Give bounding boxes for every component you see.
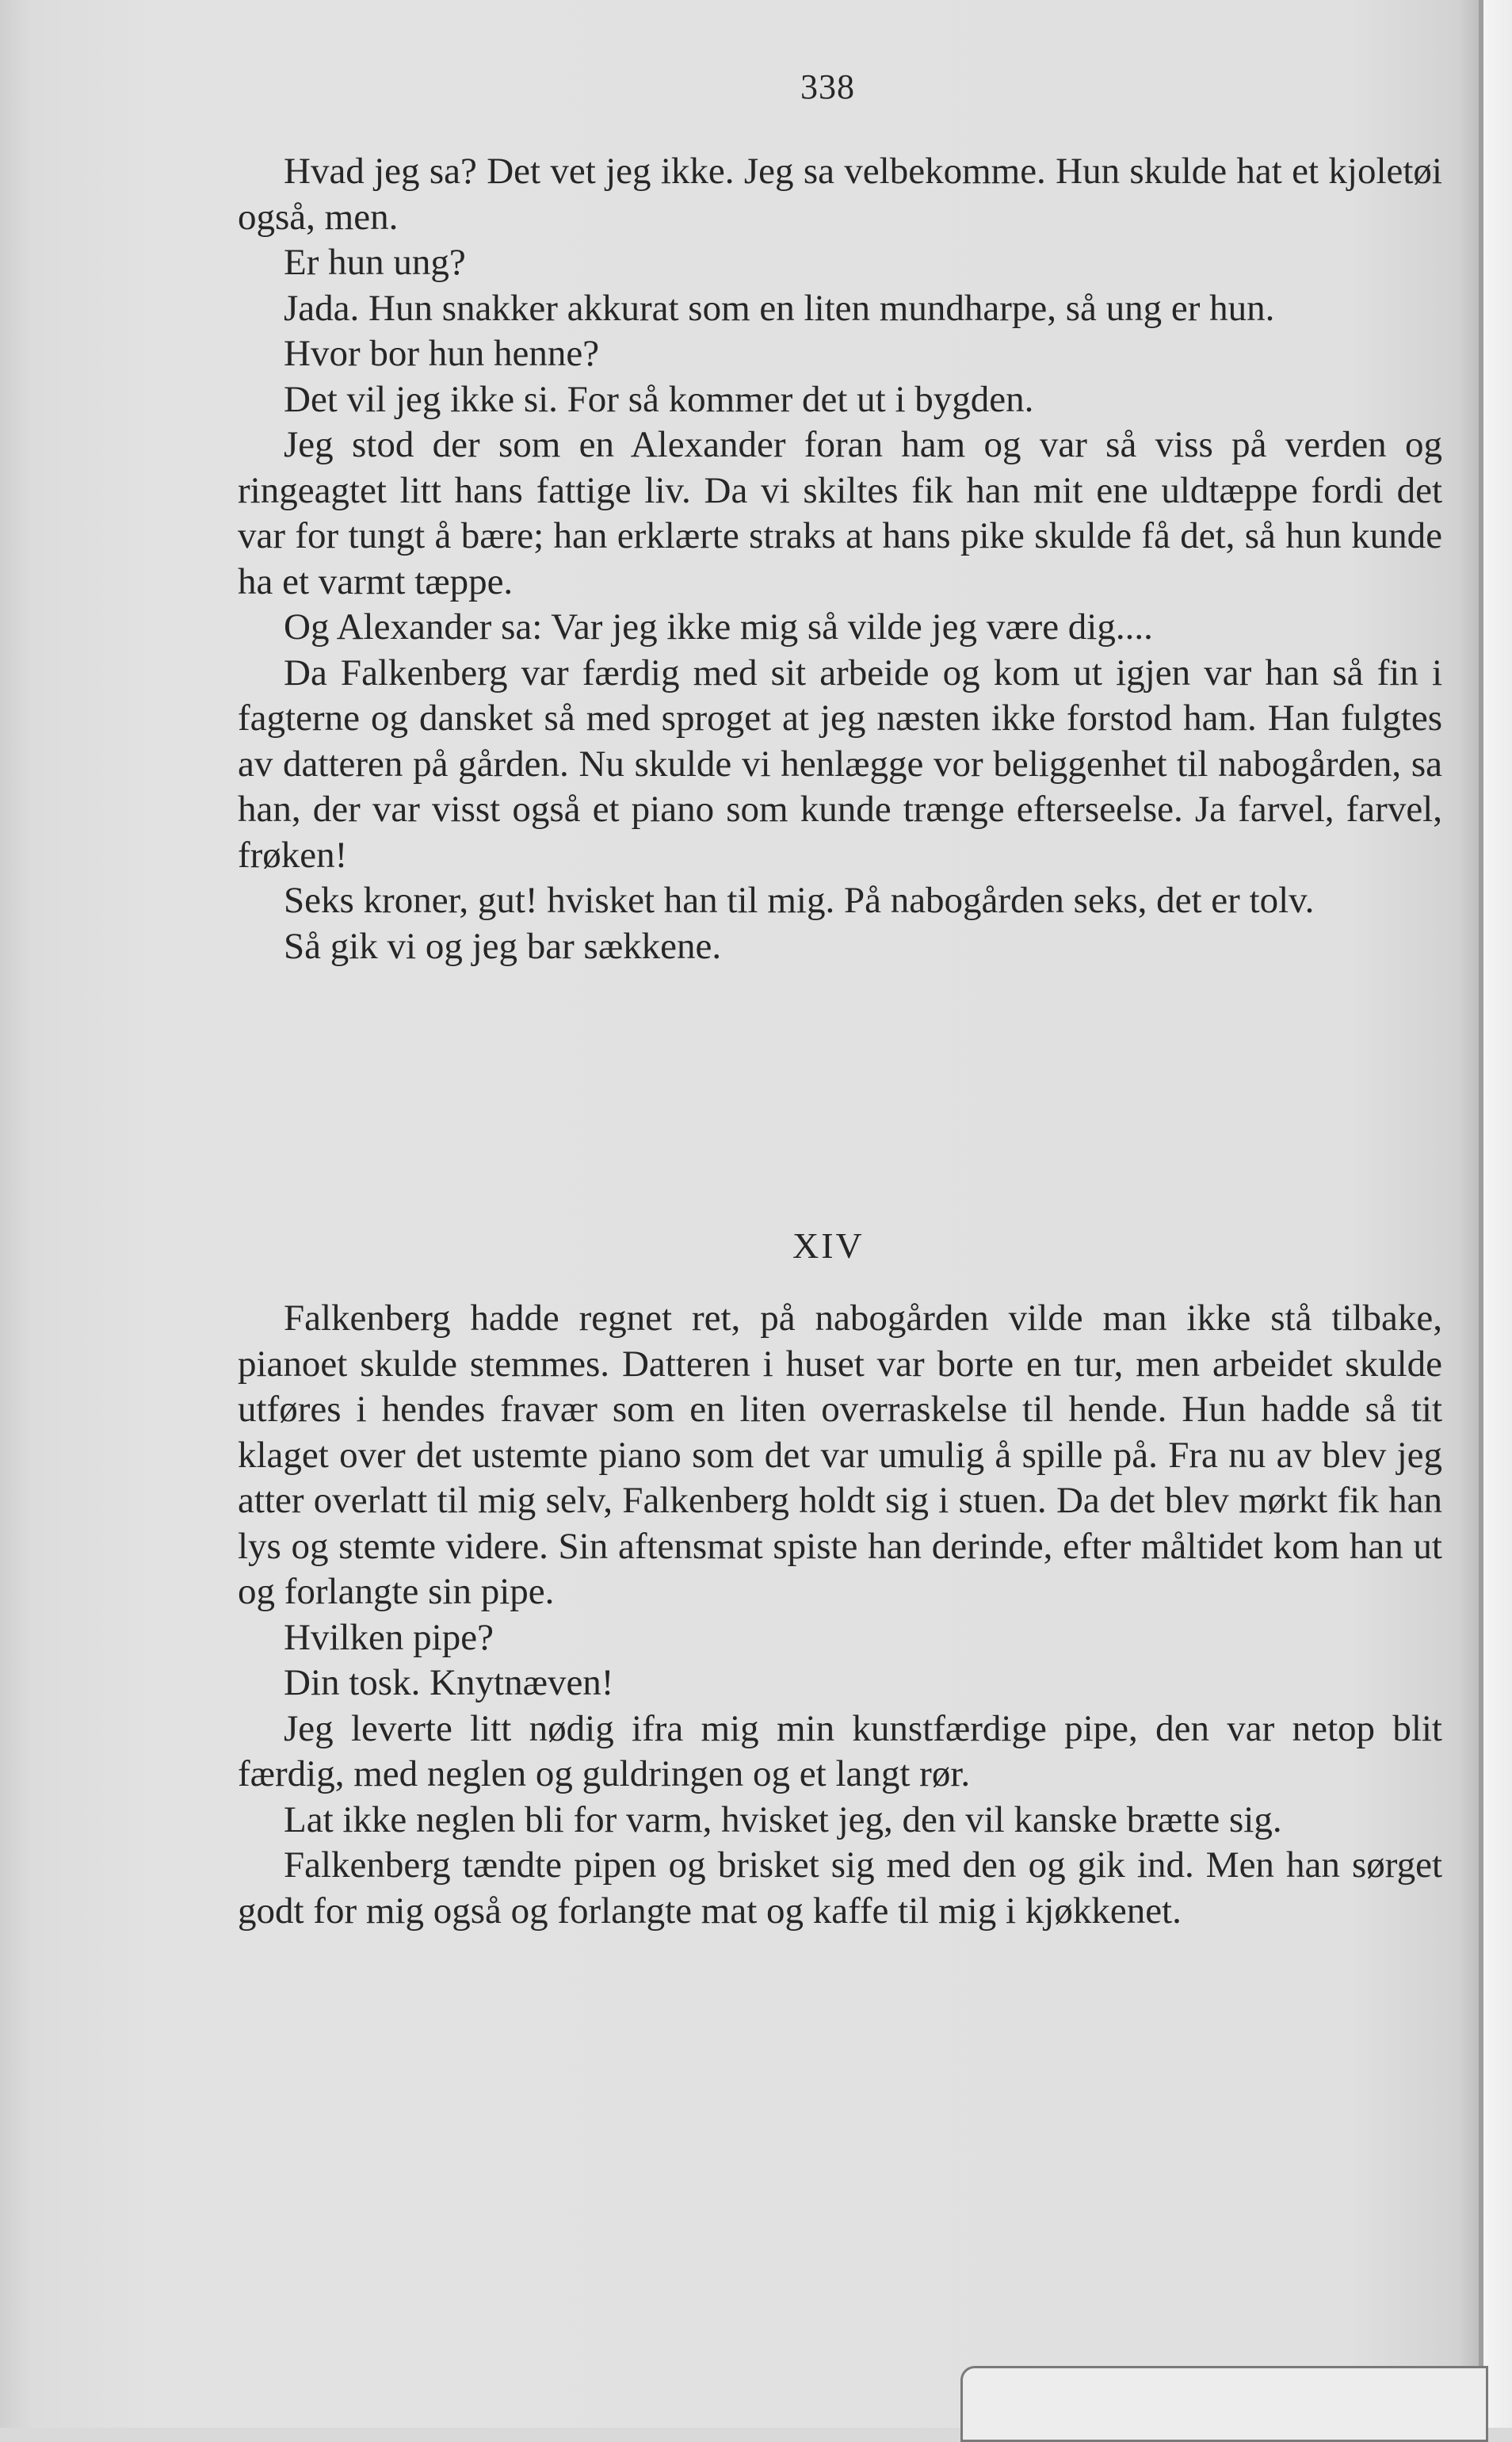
paragraph: Seks kroner, gut! hvisket han til mig. På nabogården seks, det er tolv.: [284, 880, 1315, 921]
page-number: 338: [800, 67, 855, 106]
paragraph: Det vil jeg ikke si. For så kommer det ut i bygden.: [284, 378, 1034, 420]
page-edge-strip: [1479, 0, 1483, 2428]
paragraph: Falkenberg hadde regnet ret, på nabogården vilde man ikke stå tilbake, pianoet skulde stemmes. Datteren i huset var borte en tur, men arbeidet skulde utføres i hendes fravær som en liten overraskelse til hende. Hun hadde så tit klaget over det ustemte piano som det var umulig å spille på. Fra nu av blev jeg atter overlatt til mig selv, Falkenberg holdt sig i stuen. Da det blev mørkt fik han lys og stemte videre. Sin aftensmat spiste han derinde, efter måltidet kom han ut og forlangte sin pipe.: [238, 1297, 1442, 1612]
paragraph: Og Alexander sa: Var jeg ikke mig så vilde jeg være dig....: [284, 606, 1153, 648]
paragraph: Falkenberg tændte pipen og brisket sig med den og gik ind. Men han sørget godt for mig også og forlangte mat og kaffe til mig i kjøkkenet.: [238, 1844, 1442, 1932]
scan-bottom-tab: [960, 2366, 1488, 2442]
paragraph: Din tosk. Knytnæven!: [284, 1662, 614, 1703]
paragraph: Jeg leverte litt nødig ifra mig min kunstfærdige pipe, den var netop blit færdig, med neglen og guldringen og et langt rør.: [238, 1707, 1442, 1794]
chapter-heading: XIV: [792, 1225, 865, 1266]
paragraph: Så gik vi og jeg bar sækkene.: [284, 925, 722, 967]
text-block-top: [238, 149, 1442, 969]
paragraph: Jeg stod der som en Alexander foran ham og var så viss på verden og ringeagtet litt hans fattige liv. Da vi skiltes fik han mit ene uldtæppe fordi det var for tungt å bære; han erklærte straks at hans pike skulde få det, så hun kunde ha et varmt tæppe.: [238, 424, 1442, 602]
text-block-bottom: [238, 1296, 1442, 1934]
paragraph: Hvad jeg sa? Det vet jeg ikke. Jeg sa velbekomme. Hun skulde hat et kjoletøi også, men.: [238, 151, 1442, 238]
paragraph: Jada. Hun snakker akkurat som en liten mundharpe, så ung er hun.: [284, 287, 1275, 329]
paragraph: Da Falkenberg var færdig med sit arbeide og kom ut igjen var han så fin i fagterne og dansket så med sproget at jeg næsten ikke forstod ham. Han fulgtes av datteren på gården. Nu skulde vi henlægge vor beliggenhet til nabogården, sa han, der var visst også et piano som kunde trænge efterseelse. Ja farvel, farvel, frøken!: [238, 652, 1442, 876]
paragraph: Hvilken pipe?: [284, 1616, 494, 1658]
paragraph: Hvor bor hun henne?: [284, 333, 600, 374]
paragraph: Lat ikke neglen bli for varm, hvisket jeg, den vil kanske brætte sig.: [284, 1798, 1282, 1840]
paragraph: Er hun ung?: [284, 242, 466, 283]
